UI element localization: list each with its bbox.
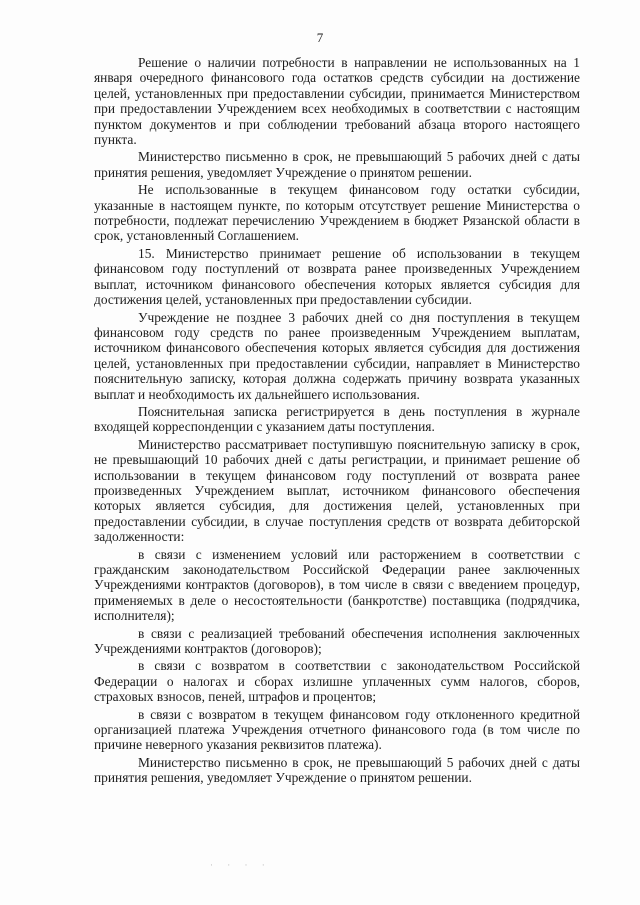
scan-noise: · · · · xyxy=(210,860,271,870)
list-item: в связи с возвратом в текущем финансовом году отклоненного кредитной организацией платежа Учреждения отчетного финансового года (в том числе по причине неверного указания реквизитов платежа). xyxy=(94,706,580,753)
paragraph: Пояснительная записка регистрируется в день поступления в журнале входящей корреспонденции с указанием даты поступления. xyxy=(94,403,580,435)
list-item: в связи с реализацией требований обеспечения исполнения заключенных Учреждениями контрактов (договоров); xyxy=(94,625,580,657)
paragraph: Не использованные в текущем финансовом году остатки субсидии, указанные в настоящем пункте, по которым отсутствует решение Министерства о потребности, подлежат перечислению Учреждением в бюджет Рязанской области в срок, установленный Соглашением. xyxy=(94,182,580,244)
paragraph: Решение о наличии потребности в направлении не использованных на 1 января очередного финансового года остатков средств субсидии на достижение целей, установленных при предоставлении субсидии, принимается Министерством при предоставлении Учреждением всех необходимых в соответствии с настоящим пунктом документов и при соблюдении требований абзаца второго настоящего пункта. xyxy=(94,55,580,148)
paragraph: 15. Министерство принимает решение об использовании в текущем финансовом году поступлений от возврата ранее произведенных Учреждением выплат, источником финансового обеспечения которых является субсидия для достижения целей, установленных при предоставлении субсидии. xyxy=(94,245,580,308)
page-number: 7 xyxy=(316,30,324,45)
list-item: в связи с изменением условий или расторжением в соответствии с гражданским законодательством Российской Федерации ранее заключенных Учреждениями контрактов (договоров), в том числе в связи с введением процедур, применяемых в деле о несостоятельности (банкротстве) поставщика (подрядчика, исполнителя); xyxy=(94,546,580,624)
paragraph: Министерство письменно в срок, не превышающий 5 рабочих дней с даты принятия решения, уведомляет Учреждение о принятом решении. xyxy=(94,754,580,786)
document-body xyxy=(94,55,580,788)
list-item: в связи с возвратом в соответствии с законодательством Российской Федерации о налогах и сборах излишне уплаченных сумм налогов, сборов, страховых взносов, пеней, штрафов и процентов; xyxy=(94,658,580,705)
paragraph: Учреждение не позднее 3 рабочих дней со дня поступления в текущем финансовом году средств по ранее произведенным Учреждением выплатам, источником финансового обеспечения которых является субсидия для достижения целей, установленных при предоставлении субсидии, направляет в Министерство пояснительную записку, которая должна содержать причину возврата указанных выплат и необходимость их дальнейшего использования. xyxy=(94,309,580,402)
paragraph: Министерство письменно в срок, не превышающий 5 рабочих дней с даты принятия решения, уведомляет Учреждение о принятом решении. xyxy=(94,149,580,180)
paragraph: Министерство рассматривает поступившую пояснительную записку в срок, не превышающий 10 рабочих дней с даты регистрации, и принимает решение об использовании в текущем финансовом году поступлений от возврата ранее произведенных Учреждением выплат, источником финансового обеспечения которых является субсидия, для достижения целей, установленных при предоставлении субсидии, в случае поступления средств от возврата дебиторской задолженности: xyxy=(94,436,580,545)
